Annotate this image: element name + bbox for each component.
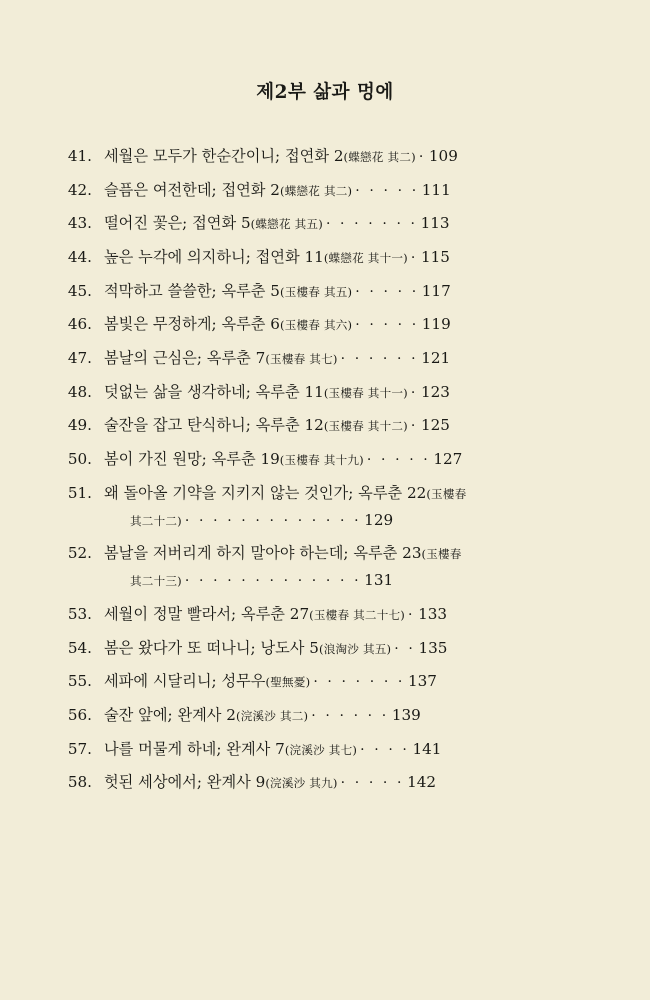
toc-page-number: 109 <box>428 147 458 166</box>
toc-leader-dots: · · · · <box>360 741 410 758</box>
toc-leader-dots: · · · · · · <box>340 351 419 368</box>
toc-entry-title: 봄날을 저버리게 하지 말아야 하는데; 옥루춘 23 <box>104 544 422 563</box>
toc-entry-line <box>67 738 586 761</box>
toc-page-number: 135 <box>418 638 448 657</box>
toc-entry[interactable] <box>67 241 586 275</box>
toc-page-number: 121 <box>421 349 451 368</box>
toc-entry-number: 47. <box>67 349 92 368</box>
toc-leader-dots: · · <box>394 640 416 657</box>
toc-leader-dots: · <box>410 418 418 435</box>
toc-entry-line <box>67 448 586 471</box>
toc-entry-title: 헛된 세상에서; 완계사 9 <box>104 773 266 792</box>
toc-entry-number: 44. <box>67 248 92 267</box>
toc-entry-number: 48. <box>67 382 92 401</box>
toc-entry-number: 54. <box>67 638 92 657</box>
toc-entry-line <box>67 246 586 269</box>
toc-entry-number: 58. <box>67 773 92 792</box>
toc-page-number: 131 <box>364 571 394 590</box>
toc-page-number: 127 <box>433 449 463 468</box>
toc-entry-title: 적막하고 쓸쓸한; 옥루춘 5 <box>104 281 280 300</box>
toc-entry-line <box>67 482 586 505</box>
toc-entry-continuation <box>104 569 586 592</box>
toc-entry-title: 떨어진 꽃은; 접연화 5 <box>104 214 251 233</box>
toc-leader-dots: · · · · · <box>355 283 419 300</box>
toc-entry[interactable] <box>67 375 586 409</box>
toc-entry-hanja: (玉樓春 其六) <box>279 318 353 333</box>
toc-entry-hanja-continued: 其二十二) <box>130 513 182 528</box>
toc-entry-line <box>67 603 586 626</box>
toc-entry-line <box>67 212 586 235</box>
toc-entry[interactable] <box>67 443 586 477</box>
toc-entry-number: 41. <box>67 147 92 166</box>
toc-entry-line <box>67 280 586 303</box>
toc-entry[interactable] <box>67 732 586 766</box>
toc-entry-number: 51. <box>67 483 92 502</box>
toc-entry-hanja: (蝶戀花 其二) <box>343 150 416 165</box>
toc-entry-line <box>67 381 586 404</box>
toc-leader-dots: · · · · · <box>340 775 405 792</box>
toc-entry[interactable] <box>67 665 586 699</box>
toc-leader-dots: · · · · · <box>355 317 419 334</box>
toc-entry-title: 봄빛은 무정하게; 옥루춘 6 <box>104 315 280 334</box>
toc-leader-dots: · <box>410 250 418 267</box>
toc-leader-dots: · · · · · · <box>311 707 389 724</box>
toc-leader-dots: · <box>410 384 418 401</box>
toc-page-number: 113 <box>420 214 450 233</box>
toc-entry-hanja: (玉樓春 其二十七) <box>309 608 406 623</box>
toc-entry-title: 왜 돌아올 기약을 지키지 않는 것인가; 옥루춘 22 <box>104 483 427 502</box>
toc-entry-line <box>67 704 586 727</box>
toc-entry-title: 나를 머물게 하네; 완계사 7 <box>104 739 285 758</box>
toc-entry-hanja: (玉樓春 其十二) <box>323 419 408 434</box>
toc-entry-number: 55. <box>67 672 92 691</box>
toc-entry-hanja: (玉樓春 其十一) <box>323 385 408 400</box>
toc-page-number: 137 <box>407 672 437 691</box>
toc-entry[interactable] <box>67 342 586 376</box>
toc-entry-line <box>67 542 586 565</box>
toc-leader-dots: · · · · · · · · · · · · · <box>184 512 362 529</box>
toc-entry-number: 53. <box>67 605 92 624</box>
toc-entry[interactable] <box>67 476 586 537</box>
toc-entry-line <box>67 637 586 660</box>
toc-entry-title: 높은 누각에 의지하니; 접연화 11 <box>104 248 324 267</box>
toc-entry-hanja: (浪淘沙 其五) <box>318 641 392 656</box>
toc-entry-title: 덧없는 삶을 생각하네; 옥루춘 11 <box>104 382 324 401</box>
toc-page-number: 117 <box>421 281 451 300</box>
toc-entry-line <box>67 771 586 794</box>
toc-entry-title: 봄이 가진 원망; 옥루춘 19 <box>104 449 280 468</box>
toc-leader-dots: · · · · · · · · · · · · · <box>184 573 362 590</box>
toc-entry-hanja-continued: 其二十三) <box>130 574 182 589</box>
toc-entry-number: 50. <box>67 449 92 468</box>
toc-entry[interactable] <box>67 598 586 632</box>
toc-page-number: 125 <box>420 416 450 435</box>
toc-entry-line <box>67 313 586 336</box>
toc-entry[interactable] <box>67 174 586 208</box>
toc-page-number: 142 <box>407 773 437 792</box>
toc-entry-line <box>67 670 586 693</box>
toc-entry-hanja: (聖無憂) <box>265 675 311 690</box>
toc-entry[interactable] <box>67 766 586 800</box>
toc-page-number: 123 <box>420 382 450 401</box>
toc-entry-title: 세월은 모두가 한순간이니; 접연화 2 <box>104 147 344 166</box>
toc-entry-continuation <box>104 509 586 532</box>
toc-leader-dots: · · · · · <box>355 182 419 199</box>
toc-entry[interactable] <box>67 308 586 342</box>
toc-entry[interactable] <box>67 699 586 733</box>
toc-entry[interactable] <box>67 409 586 443</box>
toc-entry[interactable] <box>67 537 586 598</box>
table-of-contents <box>0 140 650 800</box>
toc-page-number: 111 <box>421 180 451 199</box>
toc-leader-dots: · <box>408 607 416 624</box>
toc-entry-hanja: (浣溪沙 其七) <box>284 742 358 757</box>
toc-entry-hanja: (玉樓春 其七) <box>265 352 338 367</box>
toc-entry-hanja: (玉樓春 <box>426 486 467 501</box>
toc-page-number: 115 <box>420 248 450 267</box>
toc-entry-number: 57. <box>67 739 92 758</box>
toc-leader-dots: · · · · · · · <box>325 216 418 233</box>
toc-entry-line <box>67 414 586 437</box>
toc-entry-hanja: (浣溪沙 其九) <box>265 776 338 791</box>
toc-entry-number: 52. <box>67 544 92 563</box>
toc-leader-dots: · · · · · <box>366 451 431 468</box>
toc-entry-hanja: (蝶戀花 其五) <box>250 217 323 232</box>
toc-entry[interactable] <box>67 207 586 241</box>
toc-entry-hanja: (蝶戀花 其十一) <box>323 251 408 266</box>
toc-entry-number: 49. <box>67 416 92 435</box>
toc-entry-hanja: (玉樓春 其十九) <box>279 452 364 467</box>
toc-entry-line <box>67 347 586 370</box>
toc-entry-title: 봄날의 근심은; 옥루춘 7 <box>104 349 266 368</box>
toc-entry-number: 45. <box>67 281 92 300</box>
toc-page-number: 141 <box>412 739 442 758</box>
toc-entry-title: 봄은 왔다가 또 떠나니; 낭도사 5 <box>104 638 319 657</box>
toc-leader-dots: · <box>418 149 426 166</box>
toc-entry[interactable] <box>67 140 586 174</box>
toc-entry-line <box>67 145 586 168</box>
toc-page-number: 129 <box>364 510 394 529</box>
toc-entry-number: 46. <box>67 315 92 334</box>
toc-page-number: 139 <box>391 705 421 724</box>
toc-entry-title: 세파에 시달리니; 성무우 <box>104 672 266 691</box>
toc-entry-hanja: (浣溪沙 其二) <box>235 708 309 723</box>
toc-entry-title: 술잔을 잡고 탄식하니; 옥루춘 12 <box>104 416 324 435</box>
toc-page-number: 119 <box>421 315 451 334</box>
toc-entry-line <box>67 179 586 202</box>
toc-entry-number: 42. <box>67 180 92 199</box>
toc-entry-title: 슬픔은 여전한데; 접연화 2 <box>104 180 280 199</box>
page-title: 제2부 삶과 멍에 <box>256 82 394 103</box>
toc-entry-hanja: (玉樓春 其五) <box>279 284 353 299</box>
toc-entry[interactable] <box>67 275 586 309</box>
toc-leader-dots: · · · · · · · <box>313 674 405 691</box>
toc-entry-title: 세월이 정말 빨라서; 옥루춘 27 <box>104 605 310 624</box>
toc-page-number: 133 <box>418 605 448 624</box>
toc-entry-number: 43. <box>67 214 92 233</box>
toc-entry-title: 술잔 앞에; 완계사 2 <box>104 705 236 724</box>
toc-entry-number: 56. <box>67 705 92 724</box>
toc-entry[interactable] <box>67 632 586 666</box>
toc-entry-hanja: (蝶戀花 其二) <box>279 183 353 198</box>
toc-entry-hanja: (玉樓春 <box>421 547 462 562</box>
